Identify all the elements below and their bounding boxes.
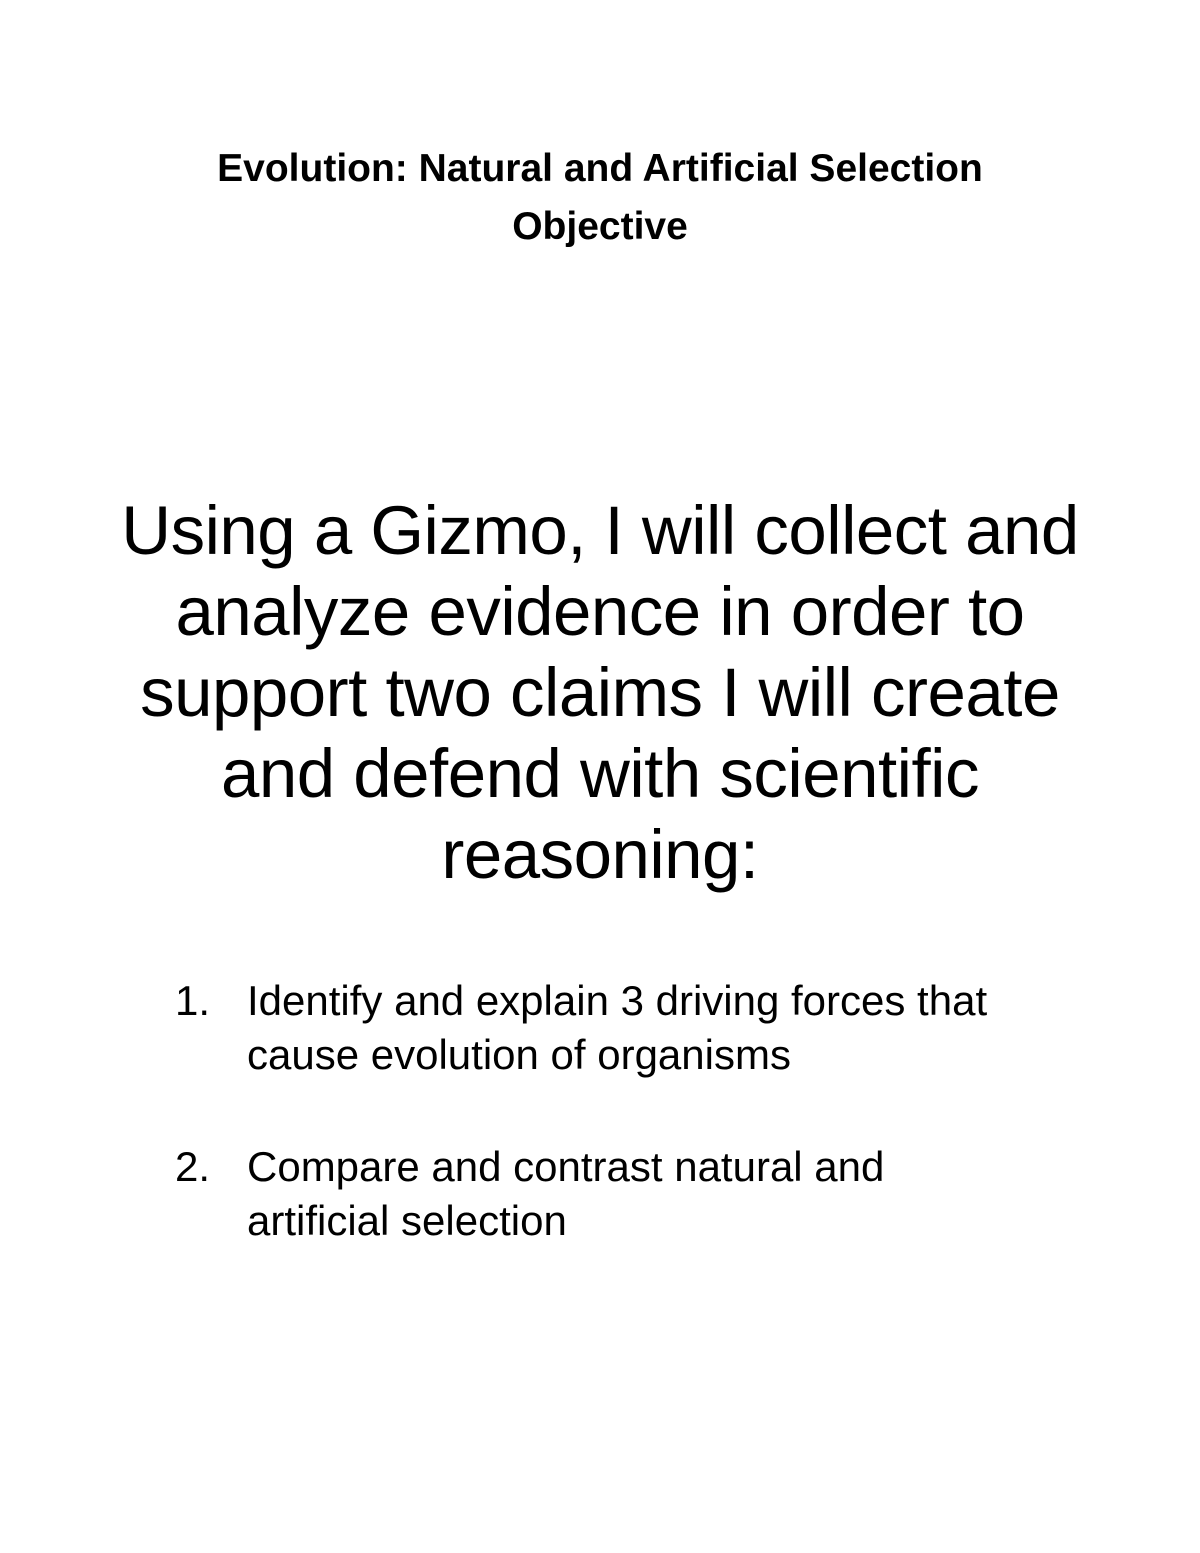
list-item-number: 1. (175, 977, 211, 1024)
list-item (175, 974, 1075, 1082)
list-item-text: Compare and contrast natural and artificial selection (247, 1143, 885, 1244)
page-title (0, 140, 1200, 256)
title-line-2: Objective (512, 205, 688, 248)
claims-list (175, 974, 1075, 1306)
objective-statement: Using a Gizmo, I will collect and analyze evidence in order to support two claims I will create and defend with scientific reasoning: (121, 492, 1079, 893)
list-item-text: Identify and explain 3 driving forces that cause evolution of organisms (247, 977, 988, 1078)
list-item (175, 1140, 1075, 1248)
list-item-number: 2. (175, 1143, 211, 1190)
title-line-1: Evolution: Natural and Artificial Selection (217, 147, 983, 190)
